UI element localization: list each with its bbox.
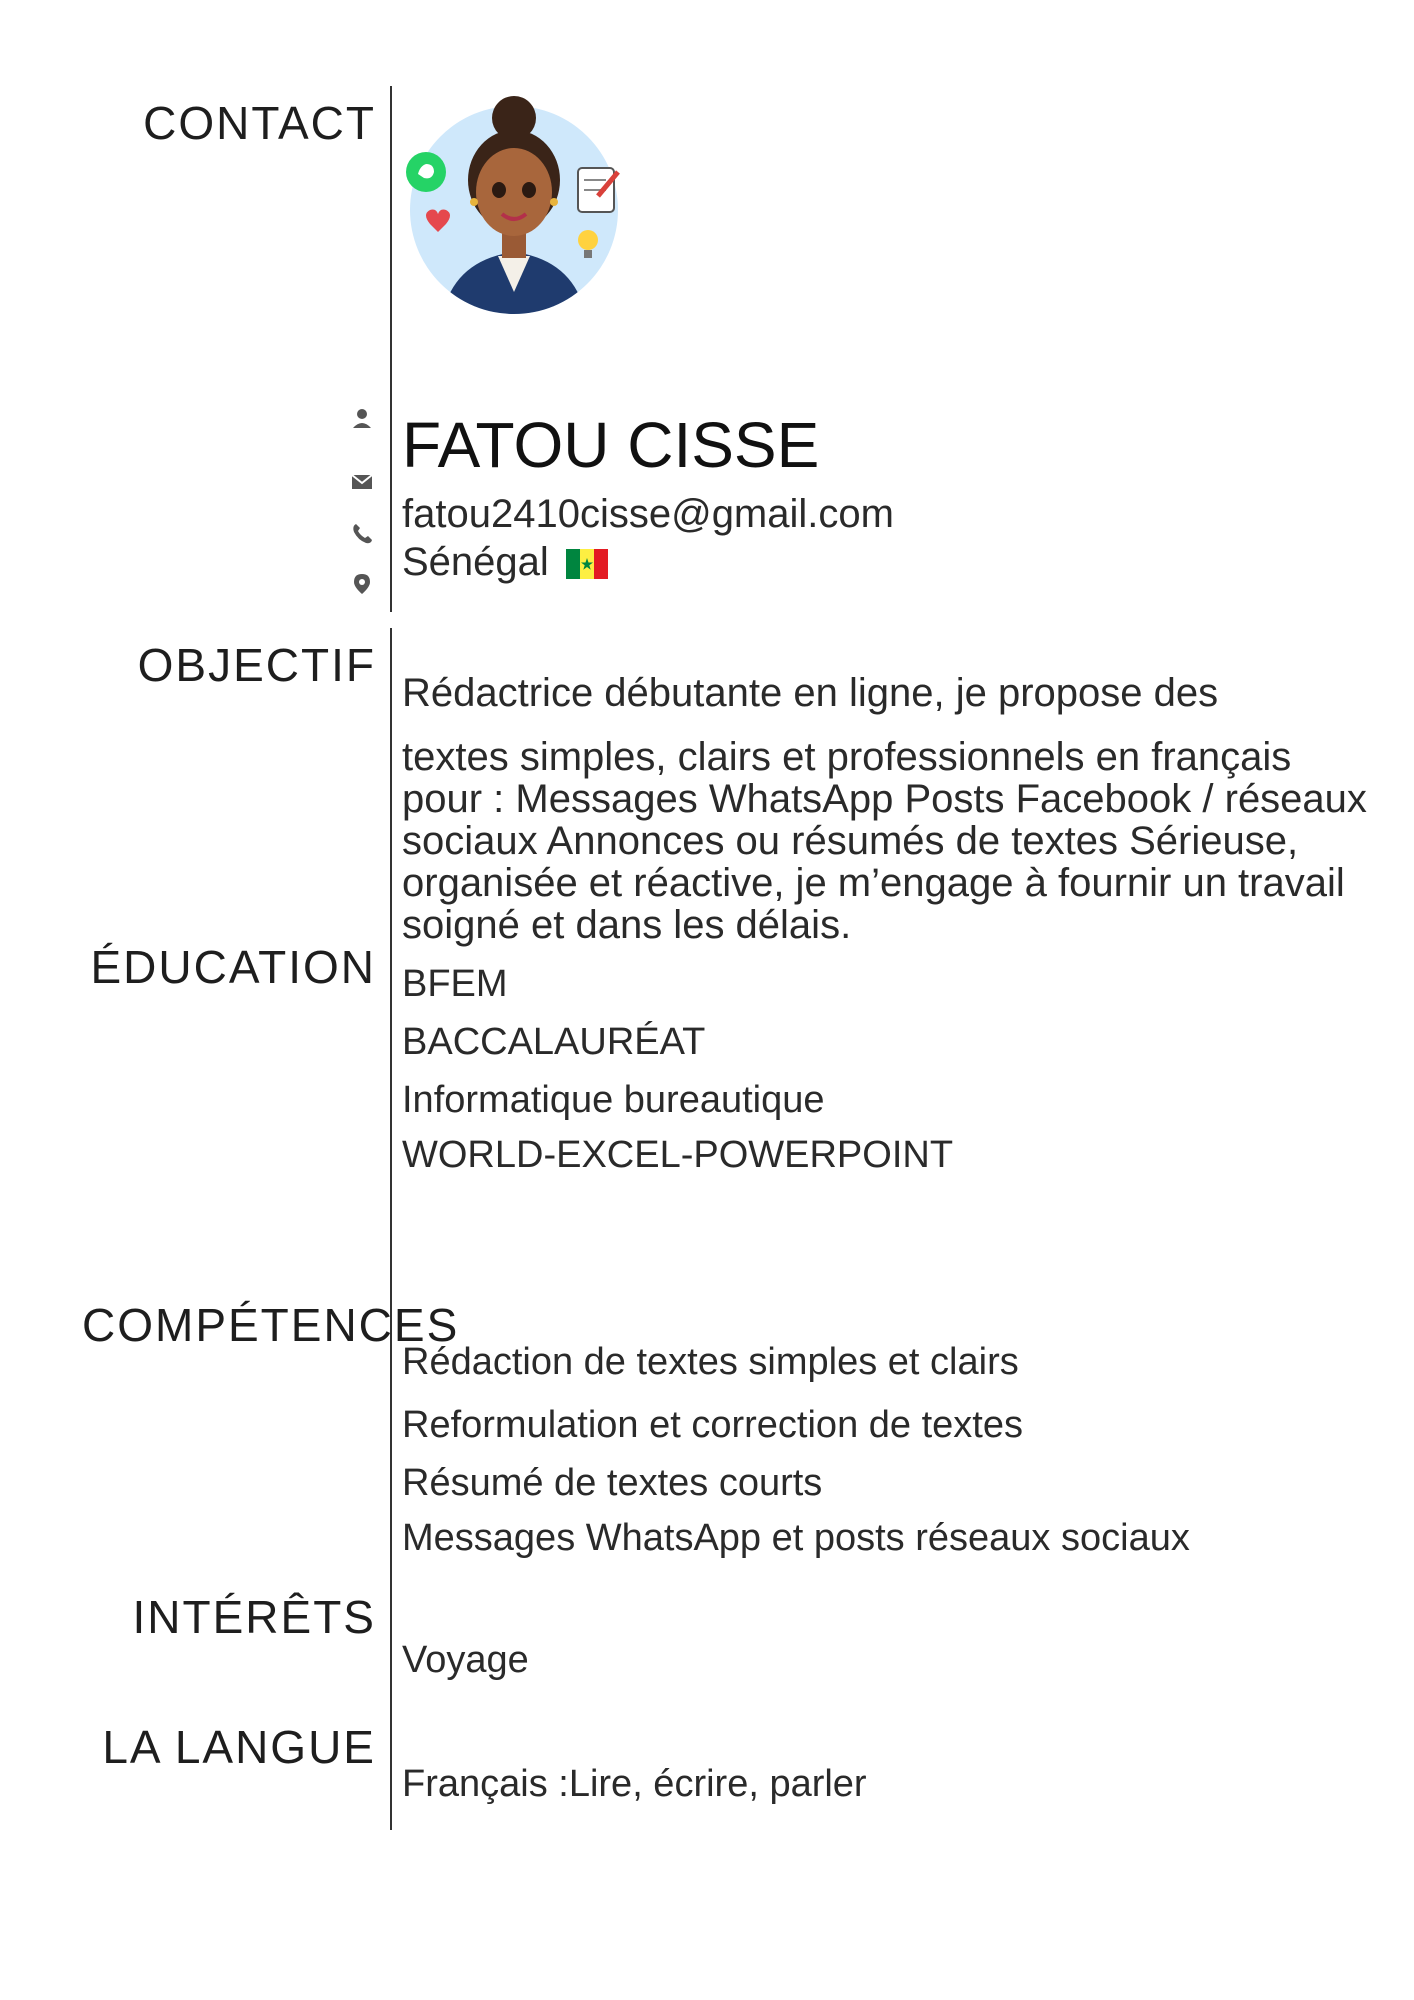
interet-item: Voyage xyxy=(402,1639,529,1681)
competence-item: Résumé de textes courts xyxy=(402,1462,823,1504)
email-address[interactable]: fatou2410cisse@gmail.com xyxy=(402,492,894,536)
education-item: Informatique bureautique xyxy=(402,1079,825,1121)
objectif-text xyxy=(402,672,1382,946)
section-objectif: OBJECTIF xyxy=(137,639,376,691)
section-education: ÉDUCATION xyxy=(90,941,376,993)
competence-item: Messages WhatsApp et posts réseaux sociaux xyxy=(402,1517,1190,1559)
education-item: BFEM xyxy=(402,963,508,1005)
divider-bottom xyxy=(390,628,392,1830)
divider-top xyxy=(390,86,392,612)
competence-item: Rédaction de textes simples et clairs xyxy=(402,1341,1019,1383)
objectif-line1: Rédactrice débutante en ligne, je propose des xyxy=(402,671,1219,715)
objectif-body: textes simples, clairs et professionnels en français pour : Messages WhatsApp Posts Facebook / réseaux sociaux Annonces ou résumés de textes Sérieuse, organisée et réactive, je m’engage à fournir un travail soigné et dans les délais. xyxy=(402,735,1367,947)
section-interets: INTÉRÊTS xyxy=(132,1591,376,1643)
phone-icon xyxy=(350,522,374,546)
section-contact: CONTACT xyxy=(143,97,376,149)
avatar xyxy=(402,92,626,316)
country-label: Sénégal xyxy=(402,540,549,584)
education-item: WORLD-EXCEL-POWERPOINT xyxy=(402,1134,954,1176)
competence-item: Reformulation et correction de textes xyxy=(402,1404,1023,1446)
country xyxy=(402,540,608,584)
section-langue: LA LANGUE xyxy=(102,1721,376,1773)
person-icon xyxy=(350,406,374,430)
full-name: FATOU CISSE xyxy=(402,409,820,481)
senegal-flag-icon xyxy=(566,549,608,579)
location-icon xyxy=(350,572,374,596)
mail-icon xyxy=(350,470,374,494)
section-competences: COMPÉTENCES xyxy=(82,1299,460,1351)
education-item: BACCALAURÉAT xyxy=(402,1021,706,1063)
langue-item: Français :Lire, écrire, parler xyxy=(402,1763,867,1805)
